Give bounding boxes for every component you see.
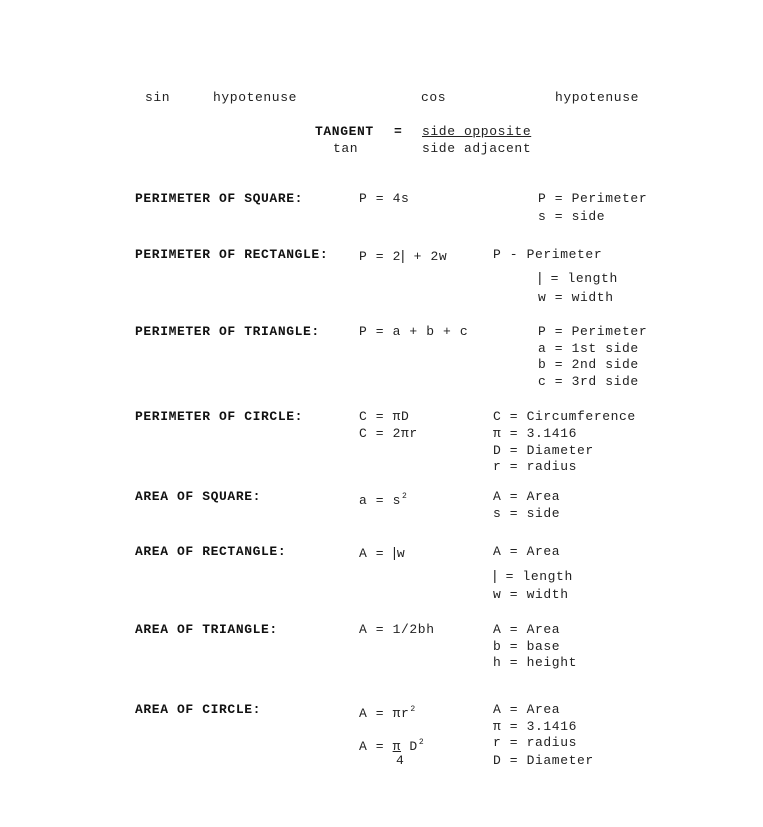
perimeter-rectangle-title: PERIMETER OF RECTANGLE: bbox=[135, 247, 329, 262]
area-rectangle-var: w = width bbox=[493, 587, 569, 602]
tangent-abbr: tan bbox=[333, 141, 359, 156]
area-triangle-formula: A = 1/2bh bbox=[359, 622, 435, 637]
perimeter-triangle-formula: P = a + b + c bbox=[359, 324, 469, 339]
tangent-equals: = bbox=[394, 124, 403, 139]
perimeter-square-var: P = Perimeter bbox=[538, 191, 648, 206]
area-rectangle-var: A = Area bbox=[493, 544, 561, 559]
perimeter-triangle-var: P = Perimeter bbox=[538, 324, 648, 339]
area-square-var: A = Area bbox=[493, 489, 561, 504]
perimeter-circle-var: C = Circumference bbox=[493, 409, 636, 424]
area-circle-var: A = Area bbox=[493, 702, 561, 717]
perimeter-rectangle-var: P - Perimeter bbox=[493, 247, 603, 262]
perimeter-square-var: s = side bbox=[538, 209, 606, 224]
area-triangle-var: b = base bbox=[493, 639, 561, 654]
sin-label: sin bbox=[145, 90, 171, 105]
area-square-formula: $a = s^2$ bbox=[359, 492, 408, 508]
area-circle-var: π = 3.1416 bbox=[493, 719, 578, 734]
tangent-numerator: side opposite bbox=[422, 124, 532, 139]
perimeter-triangle-title: PERIMETER OF TRIANGLE: bbox=[135, 324, 320, 339]
perimeter-circle-title: PERIMETER OF CIRCLE: bbox=[135, 409, 304, 424]
tangent-label: TANGENT bbox=[315, 124, 374, 139]
area-rectangle-formula: A = |w bbox=[359, 544, 406, 561]
area-square-var: s = side bbox=[493, 506, 561, 521]
perimeter-circle-formula: C = 2πr bbox=[359, 426, 418, 441]
area-triangle-var: A = Area bbox=[493, 622, 561, 637]
area-circle-var: D = Diameter bbox=[493, 753, 594, 768]
area-rectangle-var: | = length bbox=[493, 567, 573, 584]
area-triangle-title: AREA OF TRIANGLE: bbox=[135, 622, 278, 637]
perimeter-square-formula: P = 4s bbox=[359, 191, 410, 206]
perimeter-triangle-var: b = 2nd side bbox=[538, 357, 639, 372]
perimeter-circle-var: r = radius bbox=[493, 459, 578, 474]
perimeter-rectangle-var: w = width bbox=[538, 290, 614, 305]
area-rectangle-title: AREA OF RECTANGLE: bbox=[135, 544, 287, 559]
area-triangle-var: h = height bbox=[493, 655, 578, 670]
tangent-denominator: side adjacent bbox=[422, 141, 532, 156]
area-square-title: AREA OF SQUARE: bbox=[135, 489, 262, 504]
hypotenuse-label-1: hypotenuse bbox=[213, 90, 298, 105]
perimeter-square-title: PERIMETER OF SQUARE: bbox=[135, 191, 304, 206]
area-circle-formula-1: $A = \pi r^2$ bbox=[359, 705, 416, 721]
hypotenuse-label-2: hypotenuse bbox=[555, 90, 640, 105]
perimeter-rectangle-var: | = length bbox=[538, 269, 618, 286]
area-circle-formula-2: A = π $D^2$ bbox=[359, 738, 425, 754]
perimeter-circle-var: D = Diameter bbox=[493, 443, 594, 458]
area-circle-title: AREA OF CIRCLE: bbox=[135, 702, 262, 717]
perimeter-circle-formula: C = πD bbox=[359, 409, 410, 424]
perimeter-triangle-var: c = 3rd side bbox=[538, 374, 639, 389]
perimeter-circle-var: π = 3.1416 bbox=[493, 426, 578, 441]
area-circle-var: r = radius bbox=[493, 735, 578, 750]
perimeter-rectangle-formula: P = 2| + 2w bbox=[359, 247, 448, 264]
area-circle-denominator: 4 bbox=[396, 753, 405, 768]
cos-label: cos bbox=[421, 90, 447, 105]
perimeter-triangle-var: a = 1st side bbox=[538, 341, 639, 356]
